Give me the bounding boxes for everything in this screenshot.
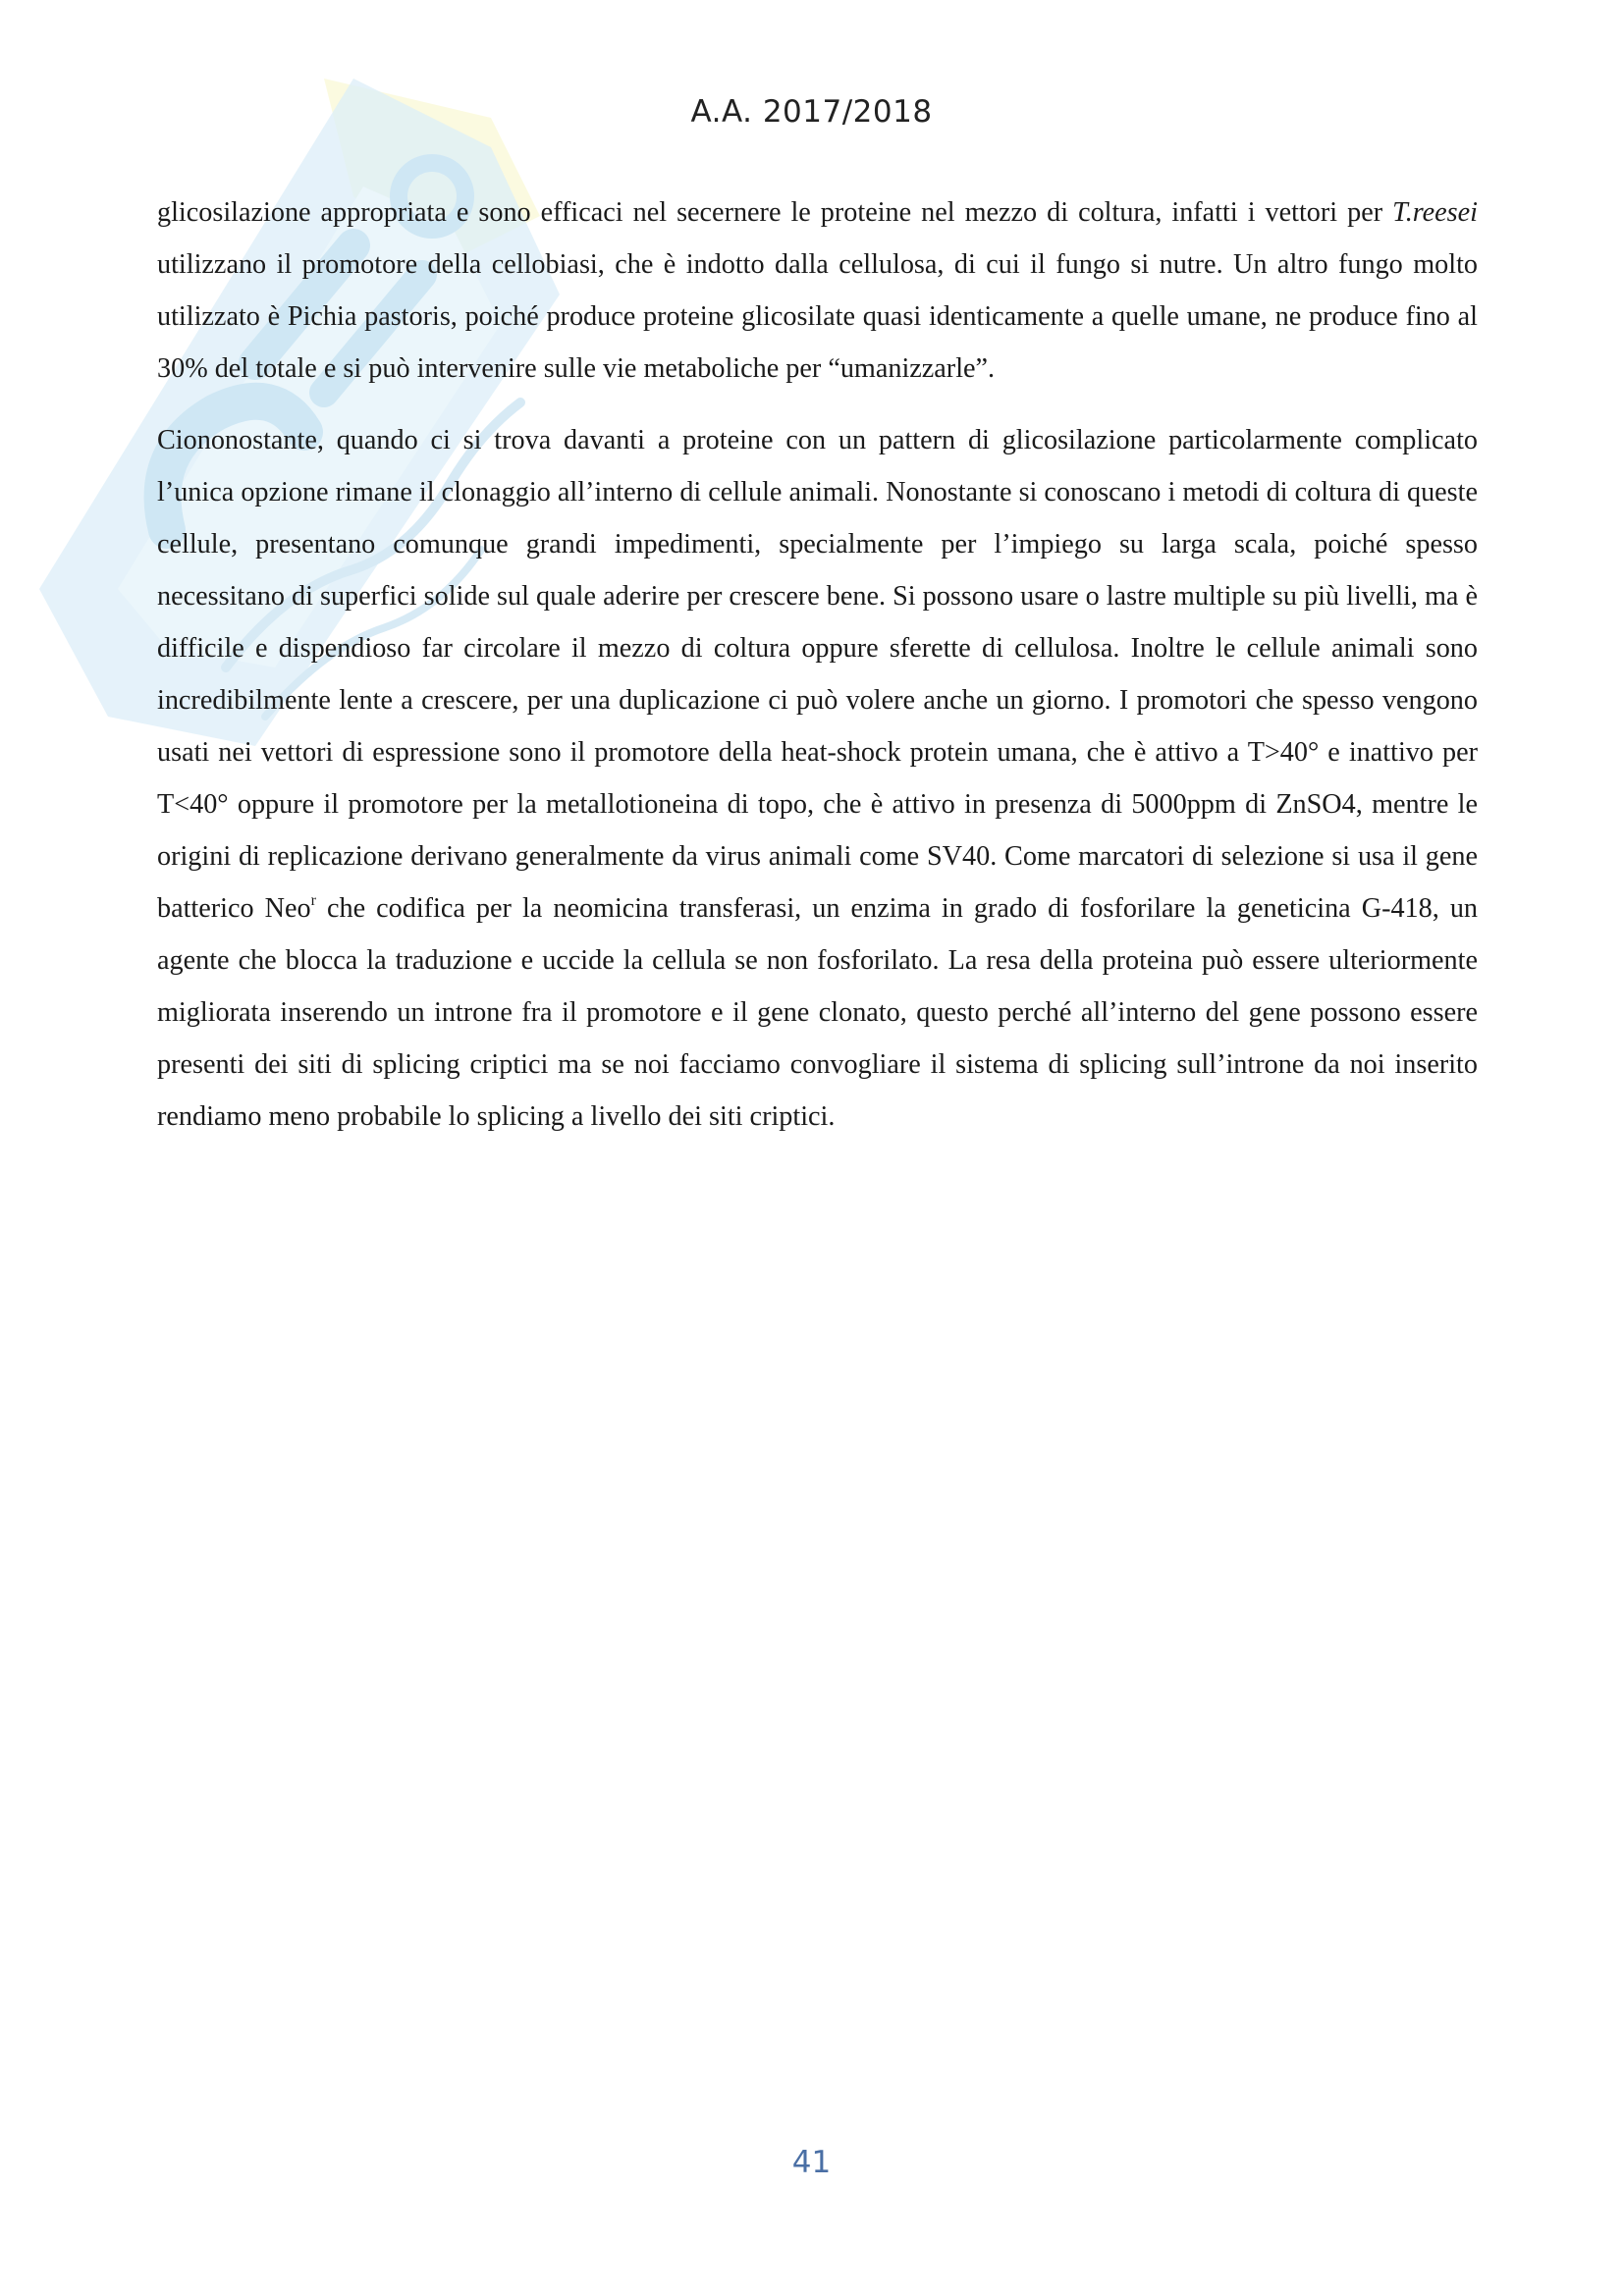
paragraph-text: utilizzano il promotore della cellobiasi, che è indotto dalla cellulosa, di cui il fungo si nutre. Un altro fungo molto utilizzato è Pichia pastoris, poiché produce proteine glicosilate quasi identicamente a quelle umane, ne produce fino al 30% del totale e si può intervenire sulle vie metaboliche per “umanizzarle”. bbox=[157, 249, 1478, 384]
superscript: r bbox=[310, 892, 316, 909]
paragraph-text: Ciononostante, quando ci si trova davanti a proteine con un pattern di glicosilazione particolarmente complicato l’unica opzione rimane il clonaggio all’interno di cellule animali. Nonostante si conoscano i metodi di coltura di queste cellule, presentano comunque grandi impedimenti, specialmente per l’impiego su larga scala, poiché spesso necessitano di superfici solide sul quale aderire per crescere bene. Si possono usare o lastre multiple su più livelli, ma è difficile e dispendioso far circolare il mezzo di coltura oppure sferette di cellulosa. Inoltre le cellule animali sono incredibilmente lente a crescere, per una duplicazione ci può volere anche un giorno. I promotori che spesso vengono usati nei vettori di espressione sono il promotore della heat-shock protein umana, che è attivo a T>40° e inattivo per T<40° oppure il promotore per la metallotioneina di topo, che è attivo in presenza di 5000ppm di ZnSO4, mentre le origini di replicazione derivano generalmente da virus animali come SV40. Come marcatori di selezione si usa il gene batterico Neo bbox=[157, 425, 1478, 924]
page-header: A.A. 2017/2018 bbox=[690, 94, 933, 130]
paragraph-text: che codifica per la neomicina transferasi, un enzima in grado di fosforilare la geneticina G-418, un agente che blocca la traduzione e uccide la cellula se non fosforilato. La resa della proteina può essere ulteriormente migliorata inserendo un introne fra il promotore e il gene clonato, questo perché all’interno del gene possono essere presenti dei siti di splicing criptici ma se noi facciamo convogliare il sistema di splicing sull’introne da noi inserito rendiamo meno probabile lo splicing a livello dei siti criptici. bbox=[157, 893, 1479, 1132]
page-number: 41 bbox=[791, 2145, 832, 2180]
document-body bbox=[157, 187, 1478, 1162]
paragraph bbox=[157, 187, 1478, 395]
paragraph bbox=[157, 414, 1478, 1143]
species-name: T.reesei bbox=[1392, 197, 1478, 228]
paragraph-text: glicosilazione appropriata e sono efficaci nel secernere le proteine nel mezzo di coltura, infatti i vettori per bbox=[157, 197, 1393, 228]
